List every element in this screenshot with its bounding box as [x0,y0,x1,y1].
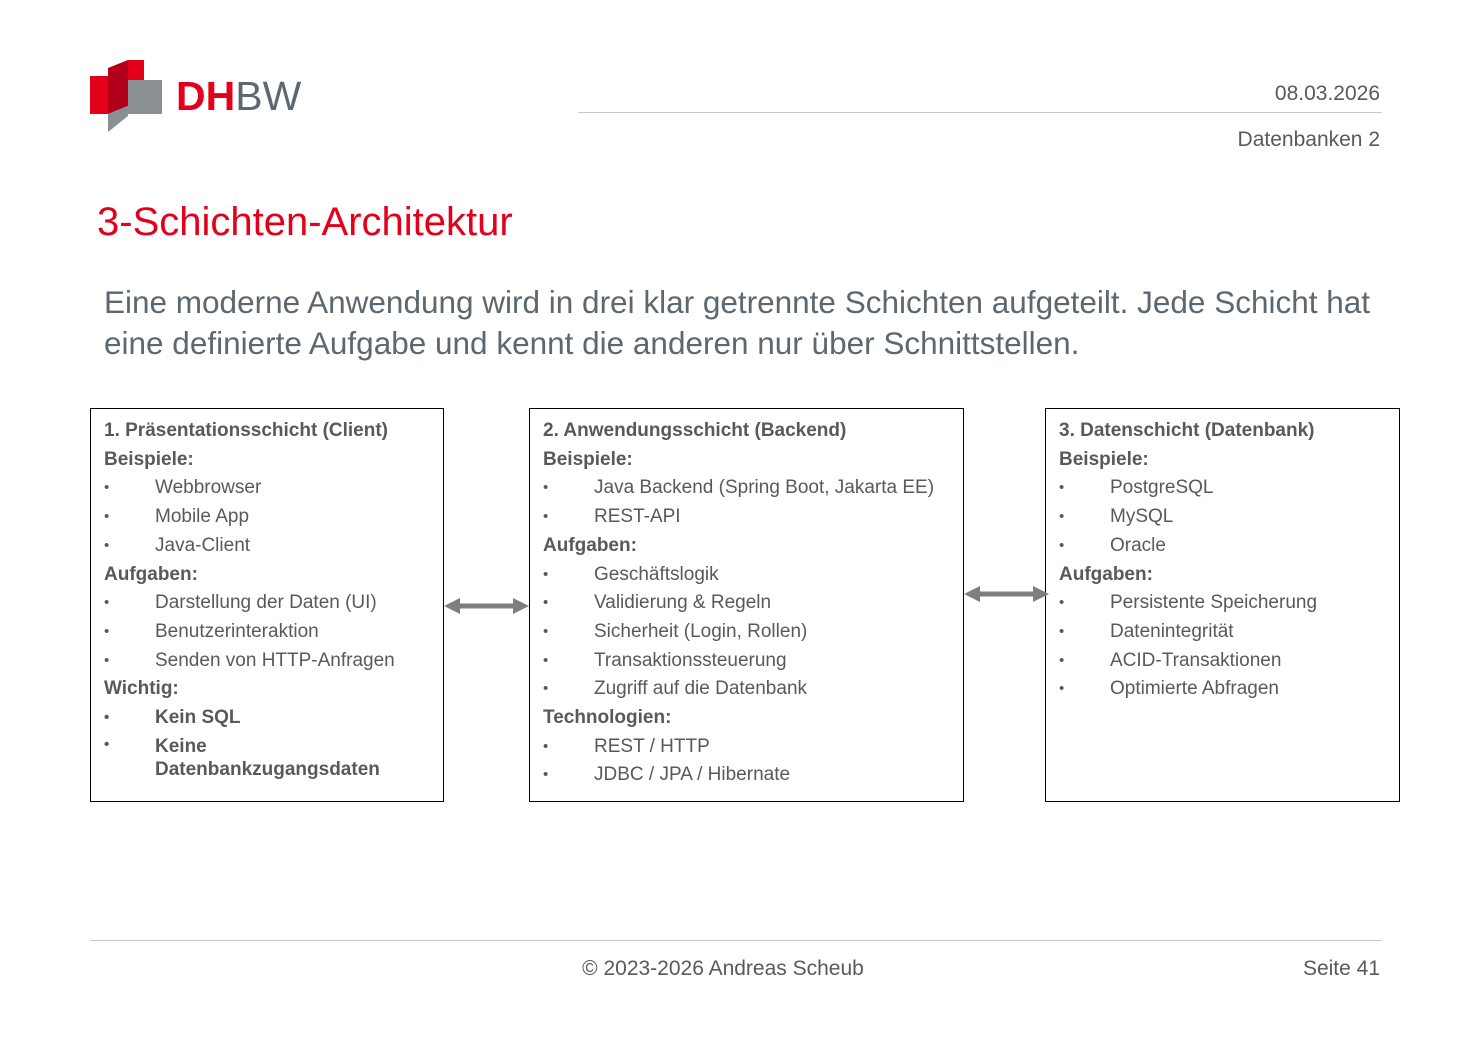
list-item: • REST-API [543,503,951,532]
footer-copyright: © 2023-2026 Andreas Scheub [582,957,864,980]
list-item: • Darstellung der Daten (UI) [104,589,431,618]
list-item: • ACID-Transaktionen [1059,647,1387,676]
box-title: 1. Präsentationsschicht (Client) [104,420,389,441]
list-item: • Zugriff auf die Datenbank [543,675,951,704]
section-heading: Technologien: [543,707,672,729]
footer-divider [90,940,1382,941]
intro-text: Eine moderne Anwendung wird in drei klar getrennte Schichten aufgeteilt. Jede Schicht hat eine definierte Aufgabe und kennt die anderen nur über Schnittstellen. [104,284,1371,361]
list-item: • Mobile App [104,503,431,532]
section-heading: Beispiele: [543,448,633,470]
logo-text-bw: BW [235,73,302,119]
list-item: • JDBC / JPA / Hibernate [543,761,951,790]
list-item: • Kein SQL [104,704,431,733]
list-item: • PostgreSQL [1059,474,1387,503]
list-item: • REST / HTTP [543,733,951,762]
list-item: • Validierung & Regeln [543,589,951,618]
list-item: • Transaktionssteuerung [543,647,951,676]
section-heading: Beispiele: [104,448,194,470]
list-item: • Geschäftslogik [543,561,951,590]
double-arrow-icon [964,586,1049,602]
section-heading: Aufgaben: [543,534,637,556]
list-item: • Optimierte Abfragen [1059,675,1387,704]
list-item: • MySQL [1059,503,1387,532]
section-heading: Wichtig: [104,678,179,700]
list-item: • Oracle [1059,532,1387,561]
list-item: • Senden von HTTP-Anfragen [104,647,431,676]
page-number: Seite 41 [1302,957,1380,980]
header-date: 08.03.2026 [1274,82,1380,105]
list-item: • Java-Client [104,532,431,561]
section-heading: Aufgaben: [1059,563,1153,585]
list-item: • Webbrowser [104,474,431,503]
header-course-name: Datenbanken 2 [1237,128,1380,151]
list-item: • Sicherheit (Login, Rollen) [543,618,951,647]
list-item: • Benutzerinteraktion [104,618,431,647]
list-item: • Keine Datenbankzugangsdaten [104,733,431,781]
list-item: • Java Backend (Spring Boot, Jakarta EE) [543,474,951,503]
section-heading: Aufgaben: [104,563,198,585]
logo-text-dh: DH [176,73,236,119]
list-item: • Persistente Speicherung [1059,589,1387,618]
box-title: 2. Anwendungsschicht (Backend) [543,420,847,441]
section-heading: Beispiele: [1059,448,1149,470]
double-arrow-icon [444,598,529,614]
box-title: 3. Datenschicht (Datenbank) [1059,420,1315,441]
slide-title: 3-Schichten-Architektur [97,200,513,244]
list-item: • Datenintegrität [1059,618,1387,647]
